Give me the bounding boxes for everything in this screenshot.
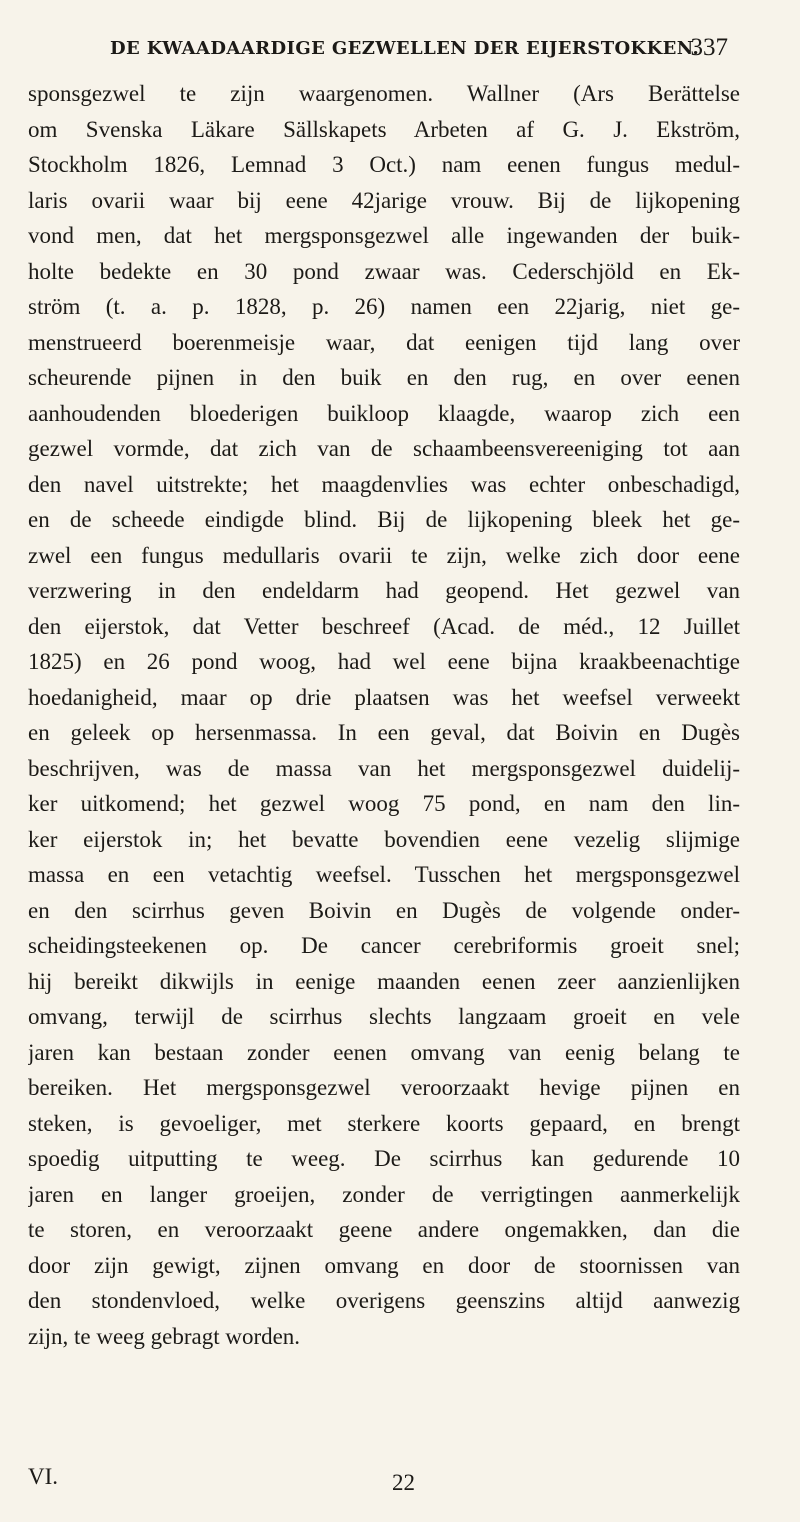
text-line: ker uitkomend; het gezwel woog 75 pond, en nam den lin- — [28, 791, 740, 816]
text-line: massa en een vetachtig weefsel. Tusschen het mergsponsgezwel — [28, 862, 740, 887]
page-header — [0, 32, 800, 72]
text-line: bereiken. Het mergsponsgezwel veroorzaakt hevige pijnen en — [28, 1075, 740, 1100]
text-line: menstrueerd boerenmeisje waar, dat eenigen tijd lang over — [28, 329, 740, 355]
text-line: verzwering in den endeldarm had geopend. Het gezwel van — [28, 578, 740, 603]
text-line: steken, is gevoeliger, met sterkere koorts gepaard, en brengt — [28, 1110, 740, 1136]
text-line: sponsgezwel te zijn waargenomen. Wallner (Ars Berättelse — [28, 81, 740, 106]
folio-number: 22 — [392, 1470, 415, 1495]
page-number: 337 — [690, 34, 728, 61]
text-line: spoedig uitputting te weeg. De scirrhus kan gedurende 10 — [28, 1146, 740, 1171]
signature-mark: VI. — [28, 1464, 59, 1489]
text-line: laris ovarii waar bij eene 42jarige vrouw. Bij de lijkopening — [28, 187, 740, 213]
text-line: en geleek op hersenmassa. In een geval, dat Boivin en Dugès — [28, 720, 740, 745]
text-line: ker eijerstok in; het bevatte bovendien eene vezelig slijmige — [28, 826, 740, 852]
text-line: Stockholm 1826, Lemnad 3 Oct.) nam eenen fungus medul- — [28, 152, 740, 177]
page-footer — [28, 1464, 740, 1500]
text-line: hoedanigheid, maar op drie plaatsen was het weefsel verweekt — [28, 684, 740, 710]
text-line: den navel uitstrekte; het maagdenvlies was echter onbeschadigd, — [28, 471, 740, 497]
text-line: te storen, en veroorzaakt geene andere ongemakken, dan die — [28, 1217, 740, 1242]
text-line: den stondenvloed, welke overigens geenszins altijd aanwezig — [28, 1288, 740, 1313]
text-line: om Svenska Läkare Sällskapets Arbeten af G. J. Ekström, — [28, 116, 740, 142]
text-line: scheurende pijnen in den buik en den rug, en over eenen — [28, 365, 740, 390]
running-title: DE KWAADAARDIGE GEZWELLEN DER EIJERSTOKKEN. — [110, 38, 700, 59]
text-line: jaren kan bestaan zonder eenen omvang van eenig belang te — [28, 1039, 740, 1065]
text-line: zwel een fungus medullaris ovarii te zijn, welke zich door eene — [28, 542, 740, 568]
text-line: ström (t. a. p. 1828, p. 26) namen een 22jarig, niet ge- — [28, 294, 740, 319]
body-text — [28, 76, 740, 1354]
text-line: jaren en langer groeijen, zonder de verrigtingen aanmerkelijk — [28, 1181, 740, 1207]
text-line: zijn, te weeg gebragt worden. — [28, 1323, 301, 1349]
text-line: door zijn gewigt, zijnen omvang en door de stoornissen van — [28, 1252, 740, 1278]
text-line: aanhoudenden bloederigen buikloop klaagde, waarop zich een — [28, 400, 740, 426]
text-line: omvang, terwijl de scirrhus slechts langzaam groeit en vele — [28, 1004, 740, 1029]
text-line: scheidingsteekenen op. De cancer cerebriformis groeit snel; — [28, 933, 740, 958]
text-line: hij bereikt dikwijls in eenige maanden eenen zeer aanzienlijken — [28, 968, 740, 994]
text-line: gezwel vormde, dat zich van de schaambeensvereeniging tot aan — [28, 436, 740, 461]
text-line: den eijerstok, dat Vetter beschreef (Acad. de méd., 12 Juillet — [28, 613, 740, 639]
text-line: en den scirrhus geven Boivin en Dugès de volgende onder- — [28, 897, 740, 923]
text-line: en de scheede eindigde blind. Bij de lijkopening bleek het ge- — [28, 507, 740, 532]
text-line: vond men, dat het mergsponsgezwel alle ingewanden der buik- — [28, 223, 740, 248]
text-line: beschrijven, was de massa van het mergsponsgezwel duidelij- — [28, 755, 740, 781]
text-line: holte bedekte en 30 pond zwaar was. Cederschjöld en Ek- — [28, 258, 740, 284]
text-line: 1825) en 26 pond woog, had wel eene bijna kraakbeenachtige — [28, 649, 740, 674]
